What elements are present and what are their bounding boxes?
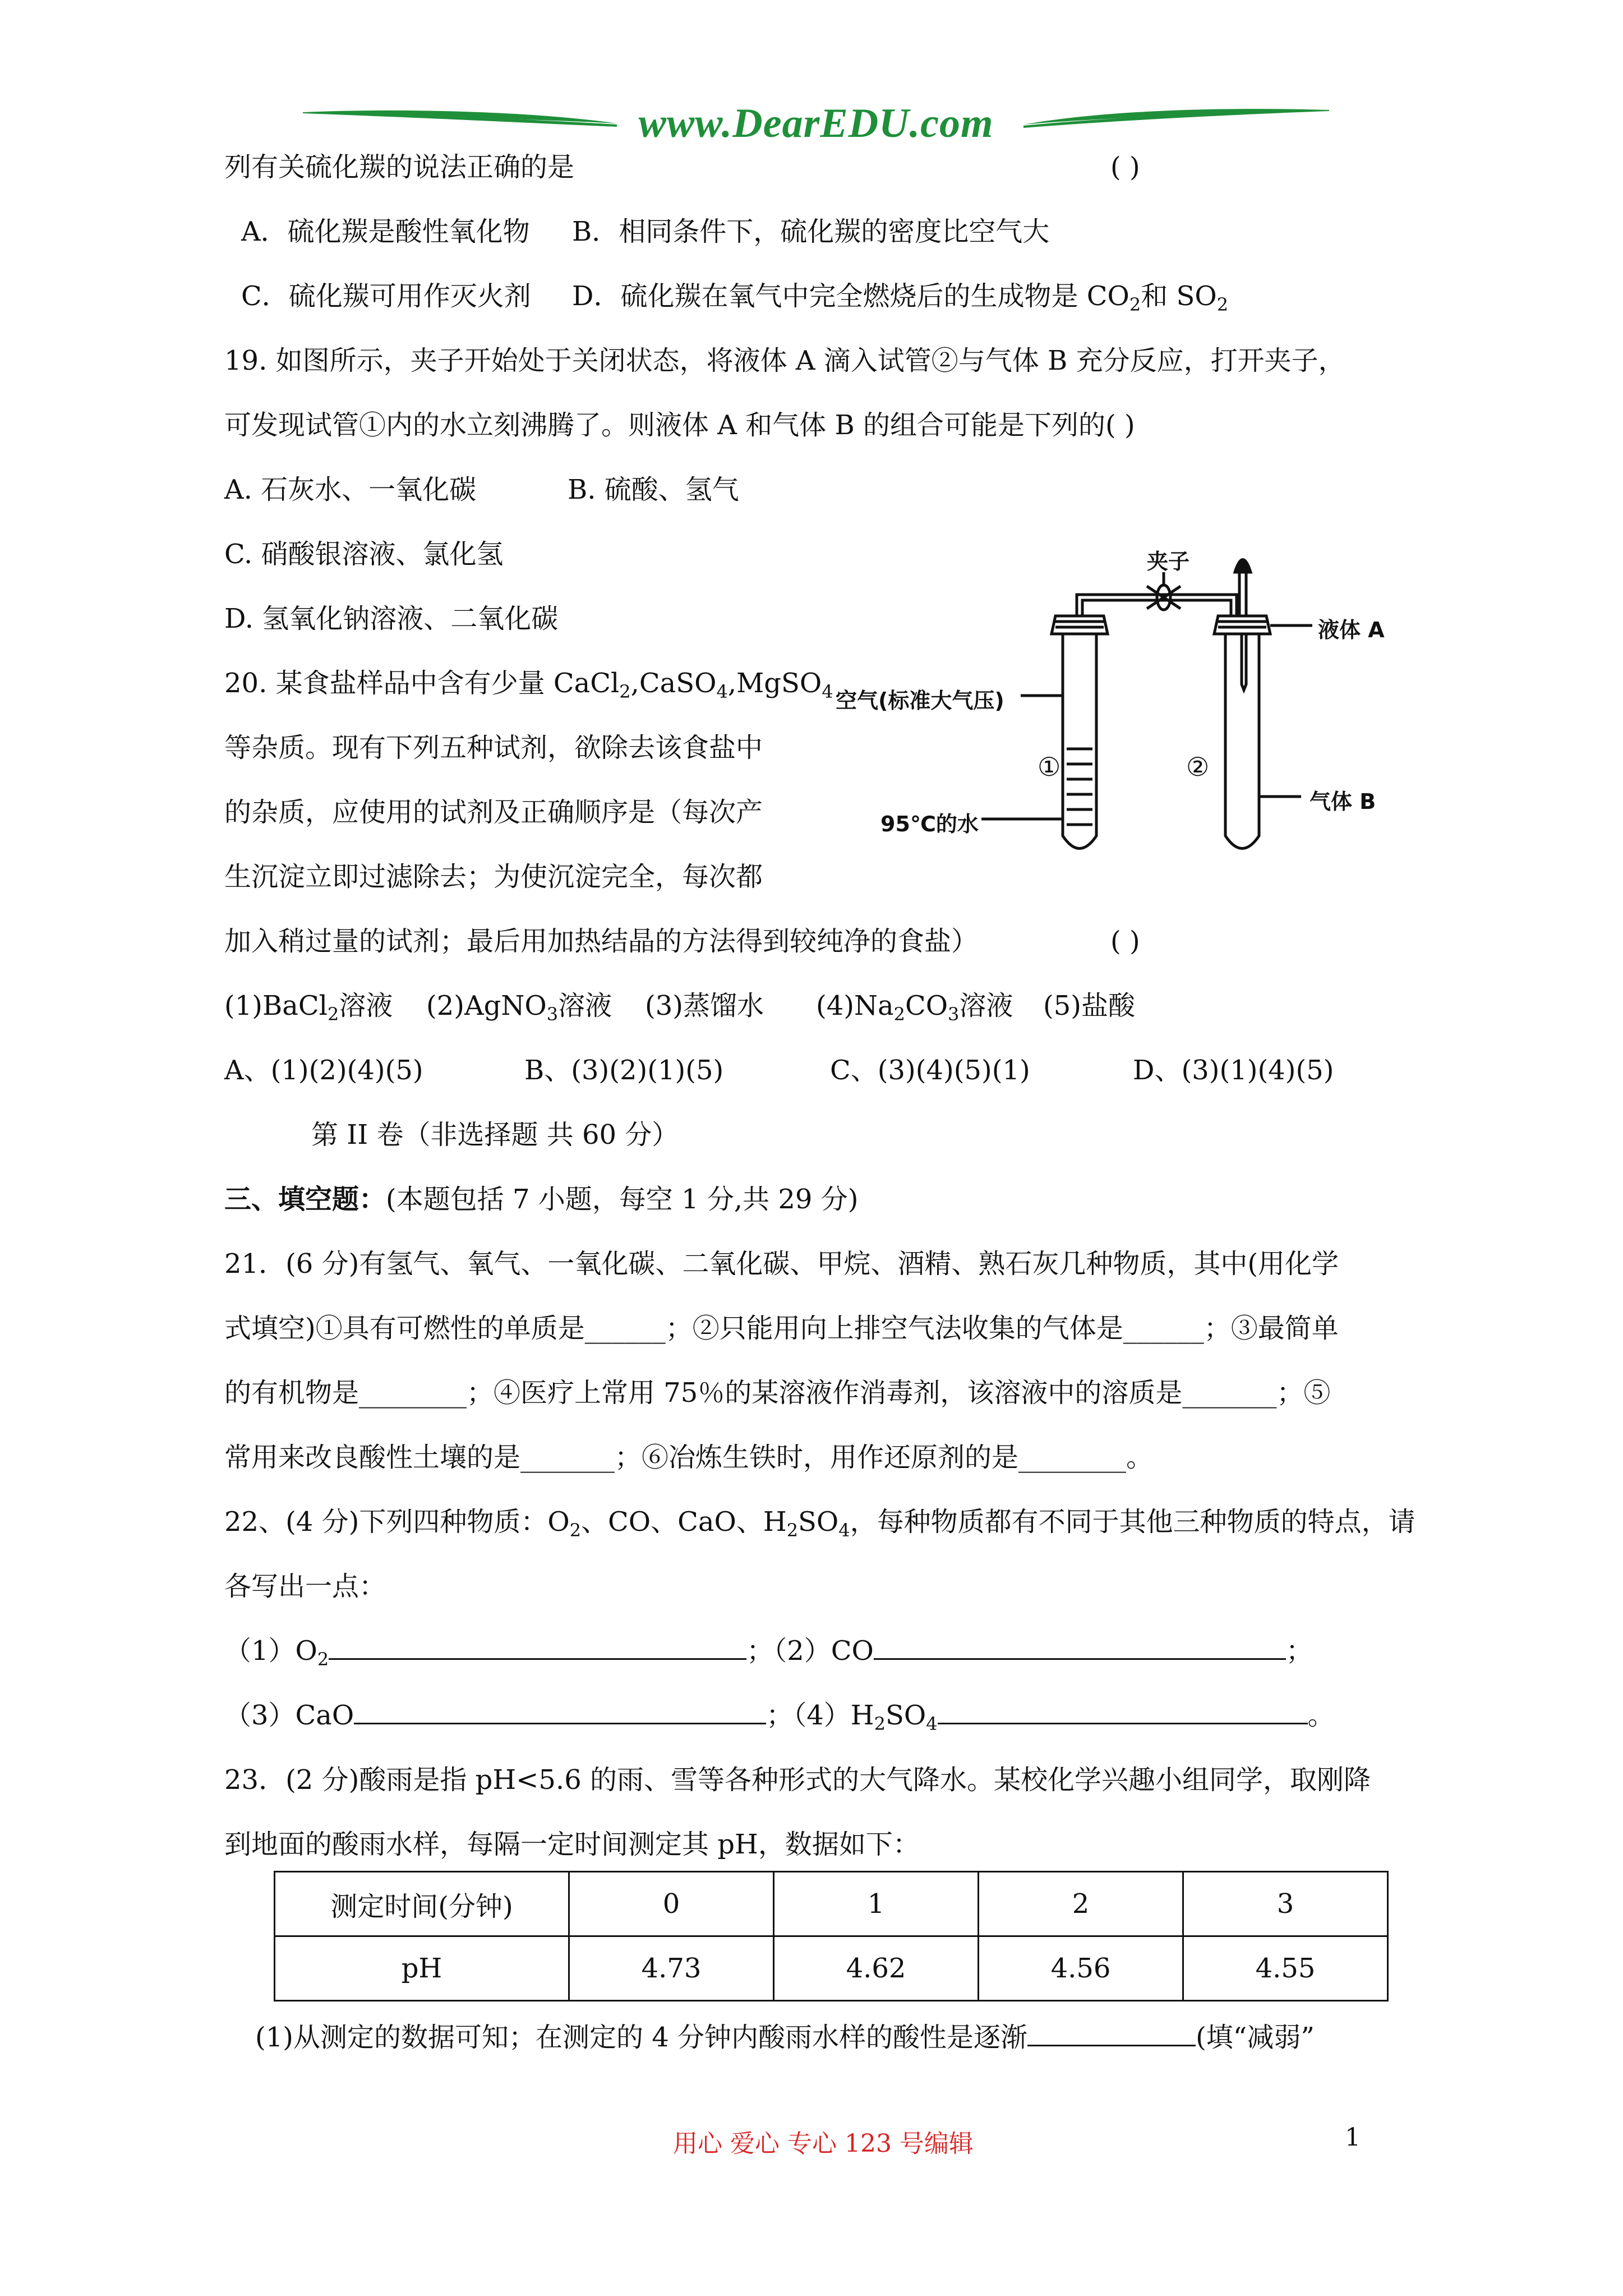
- q20-text: ,MgSO: [727, 668, 822, 699]
- q18-option-d-and: 和 SO: [1141, 280, 1217, 312]
- q19-option-d: D. 氢氧化钠溶液、二氧化碳: [224, 603, 559, 634]
- subscript: 3: [546, 1004, 559, 1025]
- header-banner: [303, 95, 1329, 151]
- q23-line2: 到地面的酸雨水样，每隔一定时间测定其 pH，数据如下：: [224, 1829, 920, 1860]
- subscript: 2: [1216, 294, 1229, 315]
- table-cell: 4.73: [569, 1936, 774, 2001]
- subscript: 2: [1129, 294, 1141, 315]
- q20-option-b: B、(3)(2)(1)(5): [524, 1055, 724, 1086]
- q18-option-a: A．硫化羰是酸性氧化物: [241, 216, 530, 247]
- q19-stem-line2: 可发现试管①内的水立刻沸腾了。则液体 A 和气体 B 的组合可能是下列的( ): [224, 409, 1135, 441]
- section-three-desc: (本题包括 7 小题，每空 1 分,共 29 分): [386, 1184, 859, 1215]
- q21-line2: 式填空)①具有可燃性的单质是______；②只能用向上排空气法收集的气体是______；③最简单: [224, 1313, 1339, 1344]
- part-two-heading: 第 II 卷（非选择题 共 60 分）: [311, 1119, 679, 1151]
- section-three-title: 三、填空题：: [224, 1184, 386, 1215]
- q22-text: ；: [1285, 1635, 1313, 1667]
- experiment-figure: [836, 549, 1424, 881]
- answer-blank[interactable]: [938, 1700, 1308, 1724]
- subscript: 2: [619, 681, 631, 702]
- q18-answer-paren: ( ): [1110, 151, 1140, 183]
- figure-label-liquid-a: 液体 A: [1318, 618, 1385, 642]
- q20-text: CO: [905, 990, 948, 1022]
- subscript: 2: [327, 1004, 339, 1025]
- q22-text: （1）O: [224, 1635, 317, 1667]
- q22-text: 、CO、CaO、H: [581, 1506, 787, 1538]
- q23-line1: 23．(2 分)酸雨是指 pH<5.6 的雨、雪等各种形式的大气降水。某校化学兴趣小组同学，取刚降: [224, 1764, 1371, 1796]
- q22-line1: [224, 1504, 1415, 1540]
- q18-option-c: C．硫化羰可用作灭火剂: [241, 280, 531, 312]
- subscript: 4: [822, 681, 833, 702]
- table-cell: 4.55: [1183, 1936, 1388, 2001]
- q22-text: （3）CaO: [224, 1700, 354, 1731]
- q20-stem-line3: 的杂质，应使用的试剂及正确顺序是（每次产: [224, 797, 763, 828]
- subscript: 4: [716, 681, 728, 702]
- q19-option-c: C. 硝酸银溶液、氯化氢: [224, 539, 504, 570]
- figure-label-tube-1: ①: [1038, 752, 1061, 782]
- q19-option-b: B. 硫酸、氢气: [568, 474, 739, 505]
- q23-subquestion-1: [255, 2019, 1315, 2055]
- q20-stem-line1: [224, 665, 833, 701]
- q21-line3: 的有机物是________；④医疗上常用 75％的某溶液作消毒剂，该溶液中的溶质是_______；⑤: [224, 1377, 1331, 1409]
- figure-label-clamp: 夹子: [1147, 549, 1190, 574]
- q22-text: ；（2）CO: [746, 1635, 874, 1667]
- q18-option-d: [572, 278, 1228, 314]
- subscript: 3: [948, 1004, 960, 1025]
- q20-text: ,CaSO: [630, 668, 717, 699]
- subscript: 2: [874, 1713, 886, 1734]
- table-cell: 2: [979, 1872, 1183, 1936]
- q20-option-a: A、(1)(2)(4)(5): [224, 1055, 423, 1086]
- q20-reagent-3: (3)蒸馏水: [645, 990, 764, 1022]
- table-cell: pH: [275, 1936, 569, 2001]
- q20-reagent-4: [816, 988, 1013, 1024]
- q19-stem-line1: 19. 如图所示，夹子开始处于关闭状态，将液体 A 滴入试管②与气体 B 充分反应，打开夹子，: [224, 345, 1345, 376]
- q20-stem-line4: 生沉淀立即过滤除去；为使沉淀完全，每次都: [224, 861, 763, 892]
- q20-text: (4)Na: [816, 990, 894, 1022]
- q22-item-3: [224, 1697, 1335, 1733]
- q22-text: 22、(4 分)下列四种物质：O: [224, 1506, 570, 1538]
- q20-text: (1)BaCl: [224, 990, 328, 1022]
- subscript: 2: [786, 1520, 799, 1541]
- table-cell: 4.56: [979, 1936, 1183, 2001]
- q20-reagent-5: (5)盐酸: [1043, 990, 1135, 1022]
- subscript: 2: [317, 1649, 329, 1670]
- subscript: 2: [893, 1004, 905, 1025]
- page-number: 1: [1345, 2123, 1361, 2152]
- q20-option-c: C、(3)(4)(5)(1): [830, 1055, 1030, 1086]
- q22-text: ；（4）H: [766, 1700, 874, 1731]
- table-cell: 1: [774, 1872, 979, 1936]
- table-cell: 3: [1183, 1872, 1388, 1936]
- q22-item-1: [224, 1633, 1313, 1669]
- q18-stem-text: 列有关硫化羰的说法正确的是: [224, 151, 575, 183]
- subscript: 4: [838, 1520, 850, 1541]
- q21-line1: 21．(6 分)有氢气、氧气、一氧化碳、二氧化碳、甲烷、酒精、熟石灰几种物质，其中(用化学: [224, 1248, 1339, 1280]
- q22-text: SO: [886, 1700, 926, 1731]
- q20-reagent-1: [224, 988, 393, 1024]
- footer-editor-note: 用心 爱心 专心 123 号编辑: [673, 2129, 974, 2158]
- q22-text: SO: [798, 1506, 839, 1538]
- table-cell: 4.62: [774, 1936, 979, 2001]
- q20-text: 溶液: [558, 990, 612, 1022]
- answer-blank[interactable]: [874, 1636, 1286, 1660]
- table-cell: 测定时间(分钟): [275, 1872, 569, 1936]
- q18-option-b: B．相同条件下，硫化羰的密度比空气大: [572, 216, 1050, 247]
- header-site-name: www.DearEDU.com: [638, 100, 994, 146]
- q21-line4: 常用来改良酸性土壤的是_______；⑥冶炼生铁时，用作还原剂的是________。: [224, 1442, 1154, 1473]
- table-row: [275, 1936, 1388, 2001]
- q22-text: ，每种物质都有不同于其他三种物质的特点，请: [850, 1506, 1415, 1538]
- q20-answer-paren: ( ): [1110, 926, 1140, 957]
- q20-text: 溶液: [339, 990, 393, 1022]
- q20-stem-line2: 等杂质。现有下列五种试剂，欲除去该食盐中: [224, 732, 763, 763]
- answer-blank[interactable]: [1027, 2022, 1196, 2046]
- q23-text: (1)从测定的数据可知；在测定的 4 分钟内酸雨水样的酸性是逐渐: [255, 2022, 1028, 2053]
- figure-label-tube-2: ②: [1186, 752, 1210, 782]
- q22-text: 。: [1307, 1700, 1335, 1731]
- q20-text: 20. 某食盐样品中含有少量 CaCl: [224, 668, 620, 699]
- q20-option-d: D、(3)(1)(4)(5): [1133, 1055, 1334, 1086]
- q20-text: (2)AgNO: [426, 990, 547, 1022]
- subscript: 2: [569, 1520, 582, 1541]
- q20-reagent-2: [426, 988, 612, 1024]
- q23-text: (填“减弱”: [1196, 2022, 1315, 2053]
- answer-blank[interactable]: [354, 1700, 766, 1724]
- q20-stem-line5: 加入稍过量的试剂；最后用加热结晶的方法得到较纯净的食盐）: [224, 926, 979, 957]
- q18-stem: [224, 149, 574, 185]
- q19-option-a: A. 石灰水、一氧化碳: [224, 474, 477, 505]
- q20-text: 溶液: [959, 990, 1013, 1022]
- table-cell: 0: [569, 1872, 774, 1936]
- table-row: [275, 1872, 1388, 1936]
- figure-label-water: 95℃的水: [880, 812, 979, 836]
- subscript: 4: [926, 1713, 938, 1734]
- answer-blank[interactable]: [329, 1636, 746, 1660]
- figure-label-air: 空气(标准大气压): [836, 688, 1004, 713]
- q18-option-d-text: D．硫化羰在氧气中完全燃烧后的生成物是 CO: [572, 280, 1129, 312]
- figure-label-gas-b: 气体 B: [1310, 789, 1376, 814]
- ph-data-table: [274, 1871, 1389, 2001]
- section-three-heading: [224, 1181, 858, 1217]
- q22-line2: 各写出一点：: [224, 1571, 386, 1602]
